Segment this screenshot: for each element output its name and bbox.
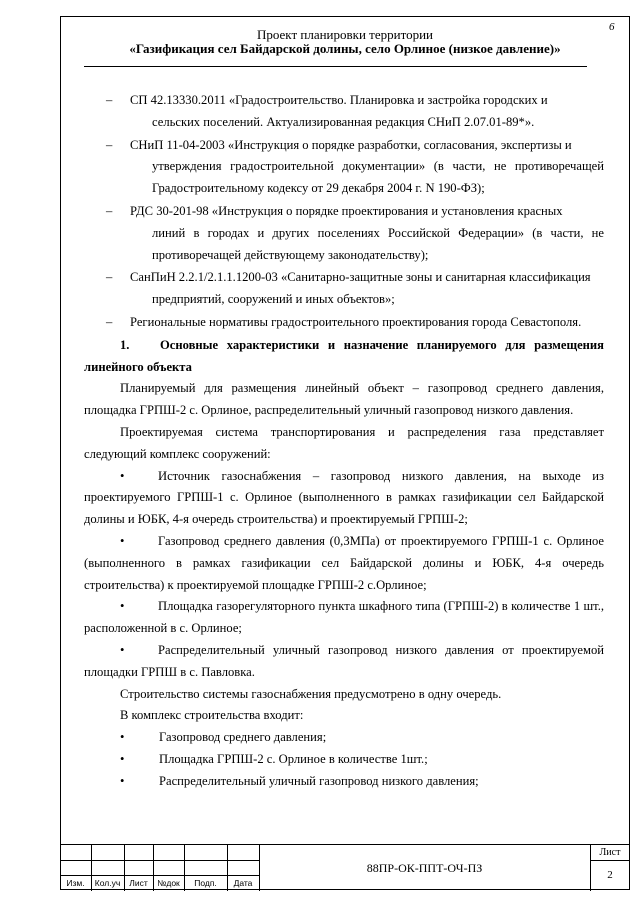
bullet-item [84,640,604,684]
bullet-item [84,771,604,793]
dash-marker: – [106,137,113,152]
bullet-marker: • [120,599,125,614]
bullet-text: Газопровод среднего давления; [159,730,327,745]
dash-marker: – [106,270,113,285]
bullet-marker: • [120,773,125,788]
dash-marker: – [106,93,113,107]
list-item-text-cont: сельских поселений. Актуализированная редакция СНиП 2.07.01-89*». [152,114,535,129]
list-item-text-cont: предприятий, сооружений и иных объектов»; [152,292,395,307]
paragraph: Строительство системы газоснабжения предусмотрено в одну очередь. [120,686,502,701]
paragraph: Проектируемая система транспортирования и распределения газа представляет следующий комплекс сооружений: [84,424,604,461]
bullet-item [84,466,604,531]
dash-marker: – [106,203,113,218]
section-heading [84,335,604,379]
title-block [60,844,630,890]
bullet-item [84,596,604,640]
stamp-row-line [60,860,259,861]
bullet-item [84,727,604,749]
list-item [84,135,604,200]
stamp-col-label: №док [157,878,180,888]
bullet-text: Газопровод среднего давления (0,3МПа) от проектируемого ГРПШ-1 с. Орлиное (выполненного в рамках газификации сел Байдарской долины и ЮБК, 4-я очередь строительства) к проектируемой площадке ГРПШ-2 с.Орлиное; [84,533,604,592]
document-body [84,90,604,793]
bullet-marker: • [120,751,125,766]
bullet-marker: • [120,642,125,657]
list-item-text: РДС 30-201-98 «Инструкция о порядке проектирования и установления красных [130,203,563,218]
bullet-item [84,749,604,771]
stamp-col-label: Изм. [66,878,85,888]
bullet-text: Распределительный уличный газопровод низкого давления от проектируемой площадки ГРПШ в с. Павловка. [84,642,604,679]
stamp-col-label: Дата [233,878,253,888]
header-project-name: «Газификация сел Байдарской долины, село Орлиное (низкое давление)» [129,41,561,56]
list-item [84,267,604,311]
dash-marker: – [106,314,113,329]
bullet-text: Площадка ГРПШ-2 с. Орлиное в количестве 1шт.; [159,751,428,766]
list-item-text: Региональные нормативы градостроительного проектирования города Севастополя. [130,314,582,329]
stamp-row-line [60,875,259,876]
bullet-marker: • [120,533,125,548]
paragraph: Планируемый для размещения линейный объект – газопровод среднего давления, площадка ГРПШ-2 с. Орлиное, распределительный уличный газопровод низкого давления. [84,381,604,418]
header-rule [84,66,587,67]
page-corner-number: 6 [609,21,615,33]
stamp-col-label: Подп. [194,878,217,888]
list-item-text: СП 42.13330.2011 «Градостроительство. Планировка и застройка городских и [130,93,548,107]
sheet-label: Лист [599,847,621,858]
list-item-text: СанПиН 2.2.1/2.1.1.1200-03 «Санитарно-защитные зоны и санитарная классификация [130,270,591,285]
list-item-text: СНиП 11-04-2003 «Инструкция о порядке разработки, согласования, экспертизы и [130,137,572,152]
stamp-col-label: Лист [129,878,148,888]
bullet-text: Площадка газорегуляторного пункта шкафного типа (ГРПШ-2) в количестве 1 шт., расположенной в с. Орлиное; [84,599,604,636]
paragraph: В комплекс строительства входит: [120,708,304,723]
stamp-col-label: Кол.уч [94,878,121,888]
bullet-text: Источник газоснабжения – газопровод низкого давления, на выходе из проектируемого ГРПШ-1 с. Орлиное (выполненного в рамках газификации сел Байдарской долины и ЮБК, 4-я очередь строительства) и проектируемый ГРПШ-2; [84,468,604,527]
section-number: 1. [120,337,130,352]
sheet-number: 2 [607,869,613,881]
stamp-sheet-divider [590,860,630,861]
bullet-marker: • [120,730,125,745]
header-project-title: Проект планировки территории [256,27,433,42]
bullet-item [84,531,604,596]
list-item [84,201,604,266]
document-code: 88ПР-ОК-ППТ-ОЧ-ПЗ [366,861,483,875]
section-title: Основные характеристики и назначение планируемого для размещения линейного объекта [84,337,604,374]
bullet-text: Распределительный уличный газопровод низкого давления; [159,773,479,788]
list-item-text-cont: утверждения градостроительной документации» (в части, не противоречащей Градостроительному кодексу от 29 декабря 2004 г. N 190-ФЗ); [152,159,604,196]
list-item-text-cont: линий в городах и других поселениях Российской Федерации» (в части, не противоречащей действующему законодательству); [152,225,604,262]
list-item [84,90,604,134]
bullet-marker: • [120,468,125,483]
list-item [84,312,604,334]
